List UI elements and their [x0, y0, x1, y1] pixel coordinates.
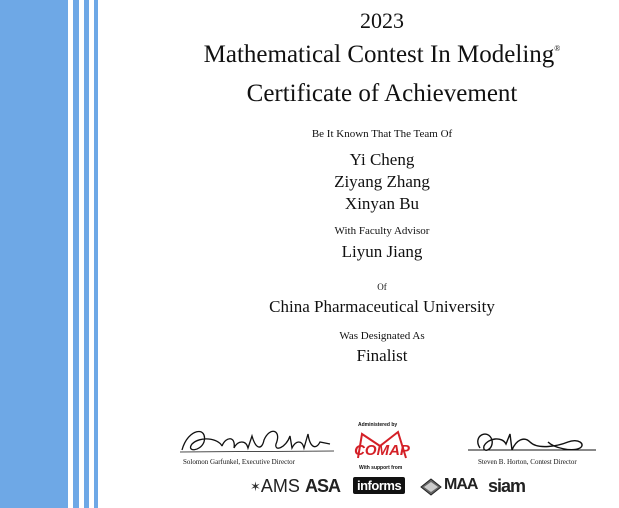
siam-logo: siam [488, 476, 526, 496]
maa-logo: MAA [444, 476, 478, 493]
advisor-label: With Faculty Advisor [334, 225, 430, 237]
of-label: Of [377, 282, 387, 292]
registered-mark: ® [554, 44, 561, 53]
signature-left [178, 422, 338, 458]
ams-logo-text: AMS [260, 476, 300, 496]
ams-logo [250, 476, 300, 497]
designation-value: Finalist [356, 346, 408, 365]
team-intro: Be It Known That The Team Of [311, 128, 453, 140]
certificate-year: 2023 [360, 8, 404, 33]
team-member-2: Ziyang Zhang [334, 172, 430, 191]
signature-left-caption: Solomon Garfunkel, Executive Director [183, 458, 295, 466]
comap-logo-text: COMAP [354, 442, 410, 459]
faculty-advisor: Liyun Jiang [341, 242, 423, 261]
informs-logo: informs [353, 477, 405, 494]
team-member-3: Xinyan Bu [344, 194, 420, 213]
ams-star-icon: ✶ [250, 479, 261, 494]
team-member-1: Yi Cheng [349, 150, 415, 169]
contest-name-text: Mathematical Contest In Modeling [203, 41, 555, 68]
asa-logo: ASA [305, 476, 341, 496]
comap-logo [352, 428, 412, 464]
administered-by-label: Administered by [358, 422, 398, 428]
contest-name [165, 41, 599, 69]
certificate-title: Certificate of Achievement [246, 80, 518, 107]
signature-right-caption: Steven B. Horton, Contest Director [478, 458, 577, 466]
designation-label: Was Designated As [339, 330, 425, 342]
support-label: With support from [359, 465, 403, 471]
blue-stripe-border [0, 0, 100, 508]
signature-right [468, 426, 598, 458]
university-name: China Pharmaceutical University [269, 297, 495, 316]
maa-emblem-icon [420, 478, 442, 496]
